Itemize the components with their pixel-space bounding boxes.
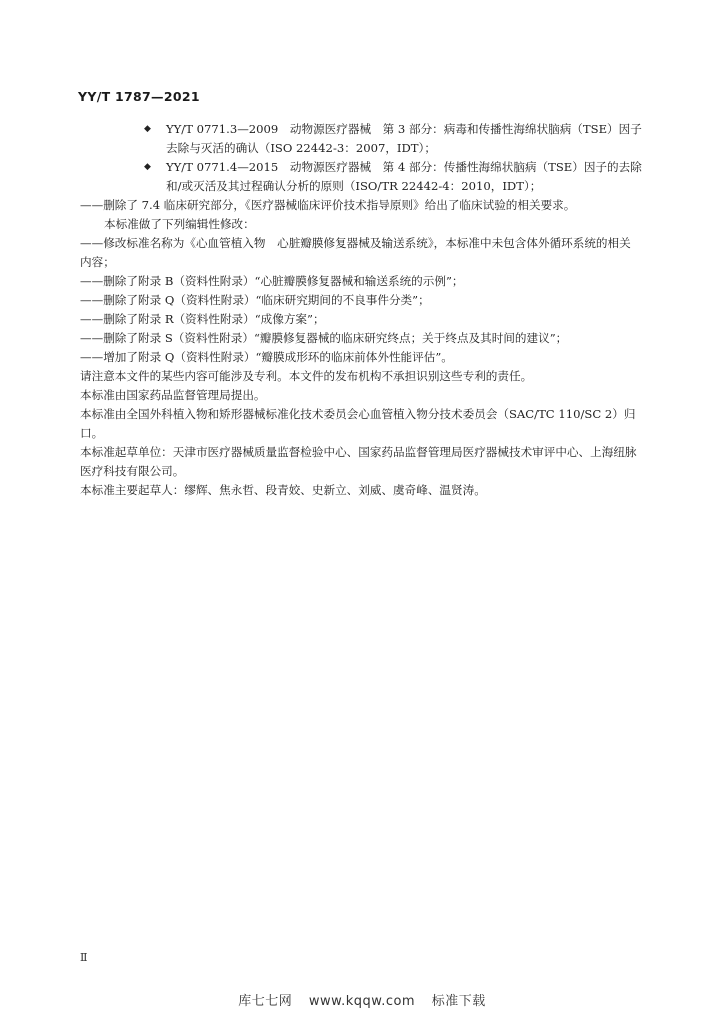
diamond-bullet-icon: ◆	[144, 162, 151, 172]
bullet-item	[104, 120, 642, 158]
foreword-content	[80, 120, 642, 500]
watermark-footer	[0, 990, 724, 1009]
bullet-text: YY/T 0771.3—2009 动物源医疗器械 第 3 部分：病毒和传播性海绵状脑病（TSE）因子去除与灭活的确认（ISO 22442-3：2007，IDT）；	[166, 122, 642, 155]
bullet-item	[104, 158, 642, 196]
footer-label: 标准下载	[431, 994, 486, 1009]
patent-notice: 请注意本文件的某些内容可能涉及专利。本文件的发布机构不承担识别这些专利的责任。	[80, 369, 533, 383]
diamond-bullet-icon: ◆	[144, 124, 151, 134]
proposer-statement: 本标准由国家药品监督管理局提出。	[80, 388, 266, 402]
drafters: 本标准主要起草人：缪辉、焦永哲、段青姣、史新立、刘威、虞奇峰、温贤涛。	[80, 483, 486, 497]
editorial-item: ——删除了附录 Q（资料性附录）“临床研究期间的不良事件分类”；	[80, 293, 430, 307]
editorial-intro: 本标准做了下列编辑性修改：	[104, 217, 255, 231]
editorial-item: ——删除了附录 B（资料性附录）“心脏瓣膜修复器械和输送系统的示例”；	[80, 274, 464, 288]
editorial-item: ——增加了附录 Q（资料性附录）“瓣膜成形环的临床前体外性能评估”。	[80, 350, 453, 364]
footer-url-link[interactable]: www.kqqw.com	[308, 994, 416, 1009]
page-number: Ⅱ	[80, 951, 88, 964]
editorial-item: ——删除了附录 R（资料性附录）“成像方案”；	[80, 312, 325, 326]
footer-site-name: 库七七网	[238, 994, 293, 1009]
editorial-item: ——修改标准名称为《心血管植入物 心脏瓣膜修复器械及输送系统》，本标准中未包含体外循环系统的相关内容；	[80, 236, 631, 269]
standard-code-header: YY/T 1787—2021	[78, 89, 200, 104]
bullet-text: YY/T 0771.4—2015 动物源医疗器械 第 4 部分：传播性海绵状脑病（TSE）因子的去除和/或灭活及其过程确认分析的原则（ISO/TR 22442-4：2010，IDT）；	[166, 160, 642, 193]
editorial-item: ——删除了附录 S（资料性附录）“瓣膜修复器械的临床研究终点；关于终点及其时间的建议”；	[80, 331, 568, 345]
committee-statement: 本标准由全国外科植入物和矫形器械标准化技术委员会心血管植入物分技术委员会（SAC/TC 110/SC 2）归口。	[80, 407, 636, 440]
deletion-item: ——删除了 7.4 临床研究部分，《医疗器械临床评价技术指导原则》给出了临床试验的相关要求。	[80, 198, 576, 212]
drafting-units: 本标准起草单位：天津市医疗器械质量监督检验中心、国家药品监督管理局医疗器械技术审评中心、上海纽脉医疗科技有限公司。	[80, 445, 637, 478]
